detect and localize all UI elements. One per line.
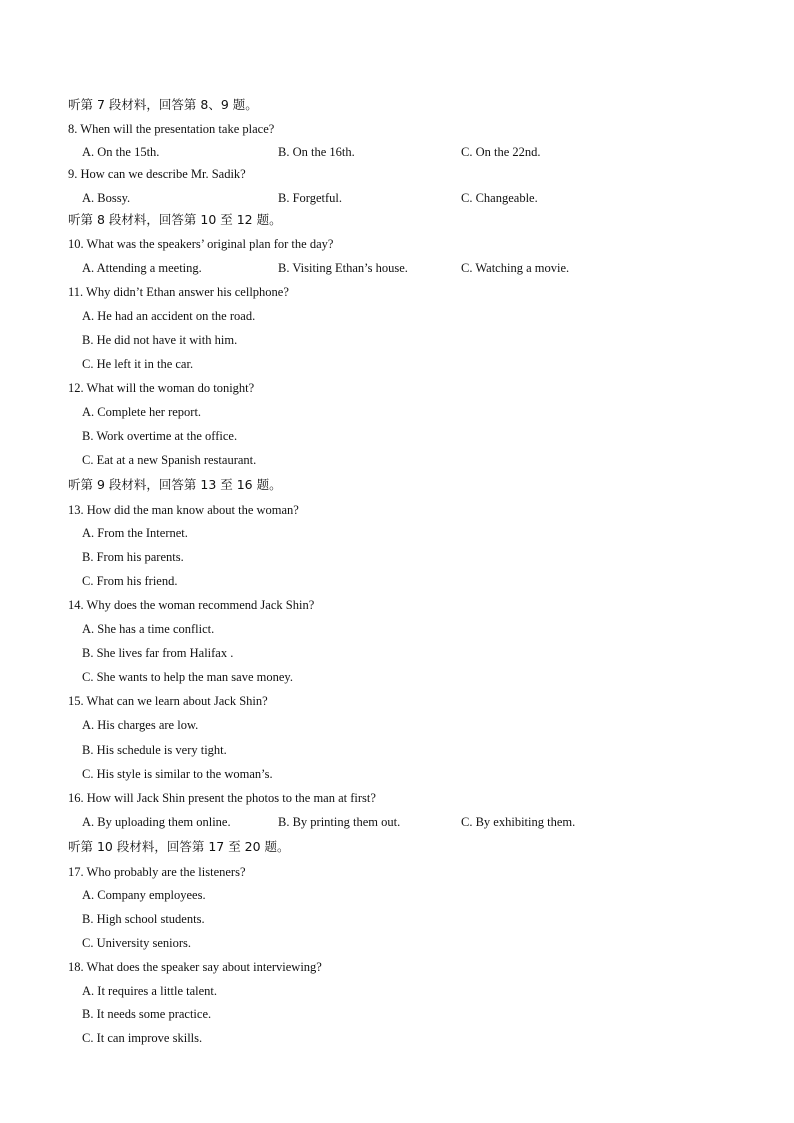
option-10a: A. Attending a meeting. — [82, 261, 202, 275]
question-8: 8. When will the presentation take place? — [68, 122, 275, 136]
question-15: 15. What can we learn about Jack Shin? — [68, 694, 268, 708]
section-header: 听第 8 段材料，回答第 10 至 12 题。 — [68, 212, 282, 227]
question-18: 18. What does the speaker say about interviewing? — [68, 960, 322, 974]
option-8c: C. On the 22nd. — [461, 145, 541, 159]
option-11c: C. He left it in the car. — [82, 357, 194, 371]
option-13c: C. From his friend. — [82, 574, 178, 588]
option-9a: A. Bossy. — [82, 191, 131, 205]
option-11b: B. He did not have it with him. — [82, 333, 238, 347]
option-18b: B. It needs some practice. — [82, 1007, 212, 1021]
option-14c: C. She wants to help the man save money. — [82, 670, 293, 684]
option-16a: A. By uploading them online. — [82, 815, 231, 829]
section-header: 听第 9 段材料，回答第 13 至 16 题。 — [68, 477, 282, 492]
option-18a: A. It requires a little talent. — [82, 984, 218, 998]
option-10b: B. Visiting Ethan’s house. — [278, 261, 408, 275]
question-10: 10. What was the speakers’ original plan for the day? — [68, 237, 334, 251]
question-16: 16. How will Jack Shin present the photos to the man at first? — [68, 791, 376, 805]
option-9b: B. Forgetful. — [278, 191, 343, 205]
option-14b: B. She lives far from Halifax . — [82, 646, 234, 660]
question-11: 11. Why didn’t Ethan answer his cellphone? — [68, 285, 289, 299]
section-header: 听第 10 段材料，回答第 17 至 20 题。 — [68, 839, 290, 854]
option-15a: A. His charges are low. — [82, 718, 199, 732]
section-header: 听第 7 段材料，回答第 8、9 题。 — [68, 97, 258, 112]
option-12c: C. Eat at a new Spanish restaurant. — [82, 453, 257, 467]
option-16b: B. By printing them out. — [278, 815, 401, 829]
question-9: 9. How can we describe Mr. Sadik? — [68, 167, 246, 181]
option-12b: B. Work overtime at the office. — [82, 429, 238, 443]
option-8a: A. On the 15th. — [82, 145, 160, 159]
option-15c: C. His style is similar to the woman’s. — [82, 767, 273, 781]
option-16c: C. By exhibiting them. — [461, 815, 576, 829]
option-9c: C. Changeable. — [461, 191, 538, 205]
option-15b: B. His schedule is very tight. — [82, 743, 227, 757]
question-14: 14. Why does the woman recommend Jack Shin? — [68, 598, 315, 612]
question-17: 17. Who probably are the listeners? — [68, 865, 246, 879]
option-14a: A. She has a time conflict. — [82, 622, 215, 636]
option-11a: A. He had an accident on the road. — [82, 309, 256, 323]
option-8b: B. On the 16th. — [278, 145, 355, 159]
option-13b: B. From his parents. — [82, 550, 184, 564]
option-10c: C. Watching a movie. — [461, 261, 570, 275]
option-17a: A. Company employees. — [82, 888, 206, 902]
option-17c: C. University seniors. — [82, 936, 192, 950]
option-13a: A. From the Internet. — [82, 526, 188, 540]
option-12a: A. Complete her report. — [82, 405, 202, 419]
question-13: 13. How did the man know about the woman? — [68, 503, 299, 517]
question-12: 12. What will the woman do tonight? — [68, 381, 255, 395]
option-18c: C. It can improve skills. — [82, 1031, 203, 1045]
option-17b: B. High school students. — [82, 912, 205, 926]
